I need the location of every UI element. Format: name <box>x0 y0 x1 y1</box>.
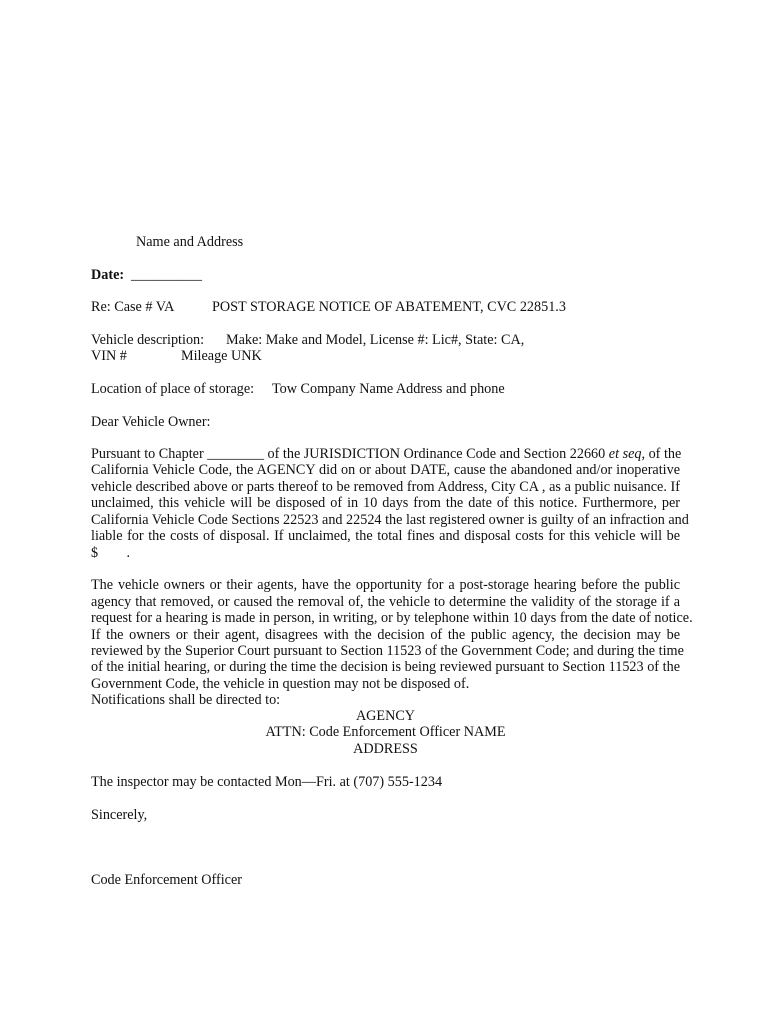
vin-label: VIN # <box>91 348 127 364</box>
paragraph-2-line-6: of the initial hearing, or during the time the decision is being reviewed pursuant to Section 11523 of the <box>91 659 680 675</box>
paragraph-2-line-8: Notifications shall be directed to: <box>91 692 281 708</box>
paragraph-1-line-4: unclaimed, this vehicle will be disposed of in 10 days from the date of this notice. Furthermore, per <box>91 495 680 511</box>
paragraph-2-line-4: If the owners or their agent, disagrees with the decision of the public agency, the decision may be <box>91 627 680 643</box>
closing: Sincerely, <box>91 807 148 823</box>
mileage: Mileage UNK <box>181 348 262 364</box>
recipient-address: ADDRESS <box>353 741 418 757</box>
paragraph-1-line-3: vehicle described above or parts thereof to be removed from Address, City CA , as a public nuisance. If <box>91 479 680 495</box>
paragraph-1-line-2: California Vehicle Code, the AGENCY did on or about DATE, cause the abandoned and/or inoperative <box>91 462 680 478</box>
date-blank: __________ <box>131 267 202 283</box>
inspector-contact: The inspector may be contacted Mon—Fri. at (707) 555-1234 <box>91 774 443 790</box>
paragraph-1-line-7: $ . <box>91 545 131 561</box>
name-and-address: Name and Address <box>136 234 244 250</box>
recipient-agency: AGENCY <box>355 708 416 724</box>
paragraph-2-line-1: The vehicle owners or their agents, have the opportunity for a post-storage hearing before the public <box>91 577 680 593</box>
storage-location-label: Location of place of storage: <box>91 381 255 397</box>
re-case-label: Re: Case # VA <box>91 299 175 315</box>
notice-title: POST STORAGE NOTICE OF ABATEMENT, CVC 22851.3 <box>212 299 566 315</box>
paragraph-2-line-5: reviewed by the Superior Court pursuant to Section 11523 of the Government Code; and during the time <box>91 643 684 659</box>
paragraph-2-line-3: request for a hearing is made in person, in writing, or by telephone within 10 days from the date of notice. <box>91 610 693 626</box>
vehicle-description-label: Vehicle description: <box>91 332 205 348</box>
signature-title: Code Enforcement Officer <box>91 872 243 888</box>
paragraph-1-line-5: California Vehicle Code Sections 22523 and 22524 the last registered owner is guilty of an infraction and <box>91 512 689 528</box>
paragraph-1-line-1: Pursuant to Chapter ________ of the JURISDICTION Ordinance Code and Section 22660 et seq, of the <box>91 446 682 462</box>
date-label: Date: <box>91 267 125 283</box>
vehicle-description-value: Make: Make and Model, License #: Lic#, State: CA, <box>226 332 525 348</box>
paragraph-1-line-6: liable for the costs of disposal. If unclaimed, the total fines and disposal costs for this vehicle will be <box>91 528 680 544</box>
storage-location-value: Tow Company Name Address and phone <box>272 381 505 397</box>
salutation: Dear Vehicle Owner: <box>91 414 211 430</box>
paragraph-2-line-7: Government Code, the vehicle in question may not be disposed of. <box>91 676 470 692</box>
recipient-attn: ATTN: Code Enforcement Officer NAME <box>265 724 506 740</box>
paragraph-2-line-2: agency that removed, or caused the removal of, the vehicle to determine the validity of the storage if a <box>91 594 680 610</box>
